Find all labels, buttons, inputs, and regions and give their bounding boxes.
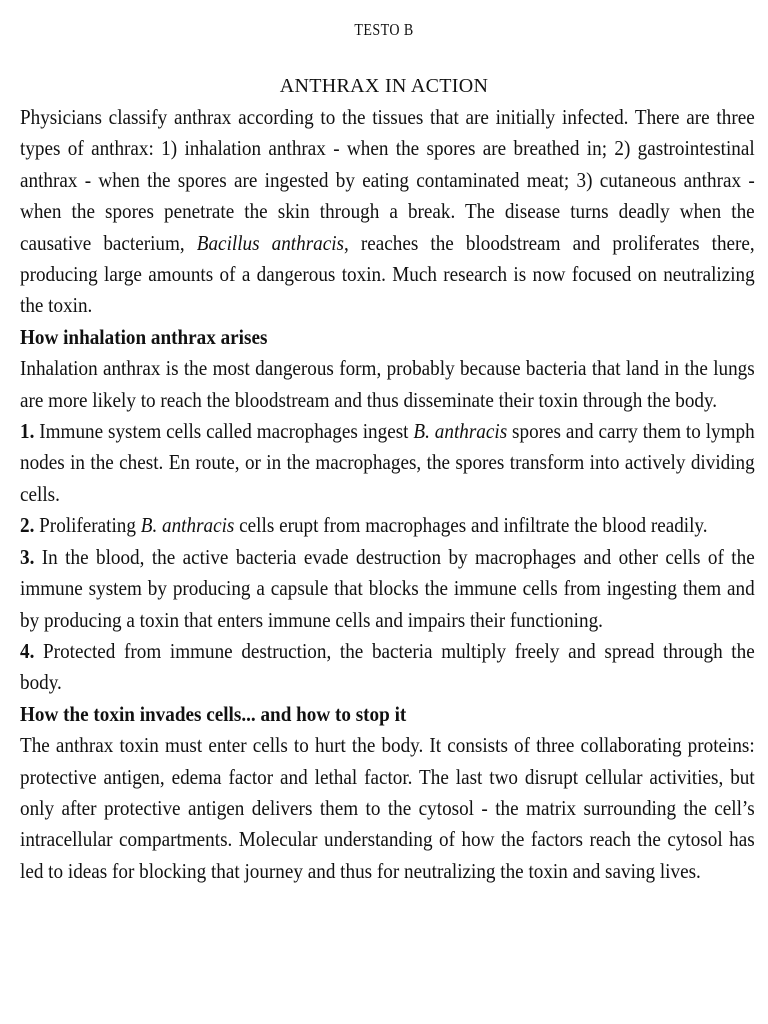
step-number: 4.: [20, 640, 35, 663]
article-title: ANTHRAX IN ACTION: [279, 75, 489, 97]
step-4: [20, 637, 755, 700]
step-text: Protected from immune destruction, the bacteria multiply freely and spread through the body.: [20, 640, 755, 695]
step-2: [20, 511, 755, 542]
step-text: Immune system cells called macrophages ingest: [34, 421, 414, 444]
intro-text-2: , reaches the bloodstream and proliferates there, producing large amounts of a dangerous toxin. Much research is now focused on neutralizing the toxin.: [20, 232, 755, 318]
species-name: B. anthracis: [140, 515, 235, 538]
step-number: 2.: [20, 515, 35, 538]
page-header: TESTO B: [354, 20, 414, 39]
step-text: spores and carry them to lymph nodes in the chest. En route, or in the macrophages, the spores transform into actively dividing cells.: [20, 421, 755, 506]
intro-paragraph: [20, 103, 755, 323]
species-name: B. anthracis: [413, 421, 508, 444]
species-name: Bacillus anthracis: [196, 232, 345, 255]
step-text: cells erupt from macrophages and infiltrate the blood readily.: [234, 515, 708, 538]
section-heading-toxin: How the toxin invades cells... and how to stop it: [20, 703, 407, 726]
section-heading-inhalation: How inhalation anthrax arises: [20, 326, 268, 349]
step-1: [20, 417, 755, 511]
step-text: In the blood, the active bacteria evade destruction by macrophages and other cells of the immune system by producing a capsule that blocks the immune cells from ingesting them and by producing a toxin that enters immune cells and impairs their functioning.: [20, 546, 755, 632]
step-3: [20, 543, 755, 637]
step-text: Proliferating: [34, 515, 141, 538]
intro-text-1: Physicians classify anthrax according to the tissues that are initially infected. There are three types of anthrax: 1) inhalation anthrax - when the spores are breathed in; 2) gastrointestinal anthrax - when the spores are ingested by eating contaminated meat; 3) cutaneous anthrax - when the spores penetrate the skin through a break. The disease turns deadly when the causative bacterium,: [20, 107, 755, 255]
article-body: [20, 103, 755, 888]
step-number: 1.: [20, 421, 35, 444]
section-toxin-text: The anthrax toxin must enter cells to hurt the body. It consists of three collaborating proteins: protective antigen, edema factor and lethal factor. The last two disrupt cellular activities, but only after protective antigen delivers them to the cytosol - the matrix surrounding the cell’s intracellular compartments. Molecular understanding of how the factors reach the cytosol has led to ideas for blocking that journey and thus for neutralizing the toxin and saving lives.: [20, 735, 755, 883]
step-number: 3.: [20, 546, 35, 569]
section-inhalation-intro: Inhalation anthrax is the most dangerous form, probably because bacteria that land in the lungs are more likely to reach the bloodstream and thus disseminate their toxin through the body.: [20, 358, 755, 412]
